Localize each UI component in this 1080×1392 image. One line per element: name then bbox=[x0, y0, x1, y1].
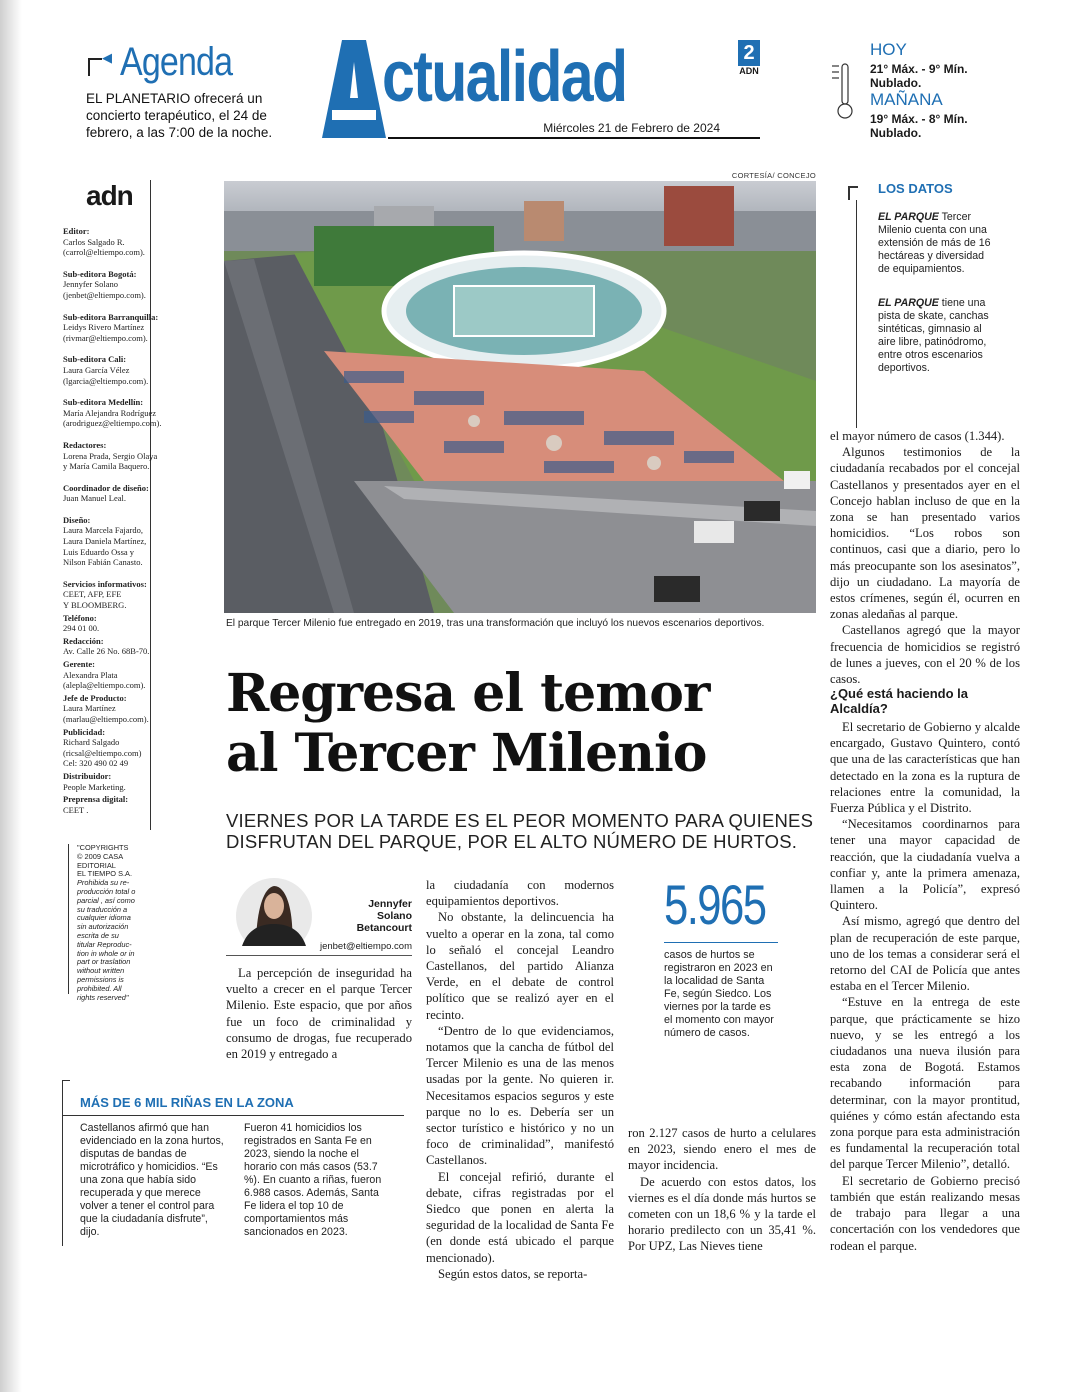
copyright-line: cualquier idioma bbox=[77, 913, 131, 923]
masthead-line: Y BLOOMBERG. bbox=[63, 600, 127, 611]
masthead-line: Lorena Prada, Sergio Olaya bbox=[63, 450, 158, 461]
masthead-role: Coordinador de diseño: bbox=[63, 482, 149, 493]
author-rule bbox=[226, 955, 412, 956]
datos-item: EL PARQUE Tercer Milenio cuenta con una extensión de más de 16 hectáreas y diversidad de equipamientos. bbox=[878, 211, 991, 275]
section-logo-word: ctualidad bbox=[382, 37, 627, 117]
rinas-rule bbox=[62, 1115, 404, 1116]
paragraph: Así mismo, agregó que dentro del plan de recuperación de este parque, uno de los temas a considerar será el retorno del CAI de Policía que antes estaba en el Tercer Milenio. bbox=[830, 914, 1020, 994]
copyright-line: part or traslation bbox=[77, 957, 131, 967]
masthead-role: Publicidad: bbox=[63, 726, 106, 737]
date-line: Miércoles 21 de Febrero de 2024 bbox=[543, 121, 720, 135]
agenda-bracket bbox=[88, 58, 102, 76]
masthead-entry bbox=[63, 579, 183, 611]
masthead-line: Juan Manuel Leal. bbox=[63, 493, 127, 504]
agenda-text: EL PLANETARIO ofrecerá un concierto terapéutico, el 24 de febrero, a las 7:00 de la noche. bbox=[86, 91, 273, 140]
masthead-role: Gerente: bbox=[63, 659, 95, 669]
masthead-entry bbox=[63, 312, 183, 344]
paragraph: El secretario de Gobierno precisó también que están realizando mesas de trabajo para llegar a una concertación con los vendedores que rodean el parque. bbox=[830, 1173, 1020, 1253]
copyright-line: producción total o bbox=[77, 886, 136, 896]
page-gutter-shadow bbox=[0, 0, 22, 1392]
masthead-line: Laura García Vélez bbox=[63, 364, 130, 375]
rinas-text: Castellanos afirmó que han evidenciado en la zona hurtos, disputas de bandas de microtráfico y homicidios. “Es una zona que había sido recuperada y que merece volver a tener el control para que la ciudadanía disfrute”, dijo. bbox=[80, 1122, 224, 1238]
paragraph: La percepción de inseguridad ha vuelto a crecer en el parque Tercer Milenio. Este espacio, que por años fue un foco de criminalidad y consumo de drogas, fue recuperado en 2019 y entregado a bbox=[226, 966, 412, 1062]
paragraph: El concejal refirió, durante el debate, cifras registradas por el Siedco que ponen en alerta la seguridad de la localidad de Santa Fe (en donde está ubicado el parque mencionado). bbox=[426, 1169, 614, 1265]
masthead-line: (arodriguez@eltiempo.com). bbox=[63, 418, 162, 429]
masthead-line: (lgarcia@eltiempo.com). bbox=[63, 375, 149, 386]
park-aerial-photo bbox=[224, 181, 816, 613]
copyright-line: parcial , así como bbox=[77, 895, 135, 905]
masthead-entry bbox=[63, 483, 183, 504]
rinas-text: Fueron 41 homicidios los registrados en Santa Fe en 2023, siendo la noche el horario con más casos (53.7 %). En cuanto a riñas, fueron 6.988 casos. Además, Santa Fe lidera el top 10 de comportamientos más sancionados en 2023. bbox=[244, 1122, 382, 1238]
masthead-entry bbox=[63, 771, 183, 792]
paragraph: Algunos testimonios de la ciudadanía recabados por el concejal Castellanos y presentados ayer en el Concejo hablan incluso de que en la zona se han presentado varios homicidios. “Los robos son continuos, casi que a diario, pero lo más preocupante son los asesinatos”, dijo un ciudadano. La mayoría de estos crímenes, según él, ocurren en zonas aledañas al parque. bbox=[830, 445, 1020, 622]
paragraph: la ciudadanía con modernos equipamientos deportivos. bbox=[426, 878, 614, 909]
subhead: ¿Qué está haciendo la Alcaldía? bbox=[830, 686, 968, 716]
weather-today-state: Nublado. bbox=[870, 76, 922, 90]
masthead-entry bbox=[63, 727, 183, 769]
page-brand: ADN bbox=[739, 66, 759, 76]
datos-title: LOS DATOS bbox=[878, 181, 953, 196]
copyright-line: Prohibida su re- bbox=[77, 878, 130, 888]
masthead-entry bbox=[63, 693, 183, 725]
copyright-line: © 2009 CASA bbox=[77, 851, 124, 861]
masthead-entry bbox=[63, 613, 183, 634]
copyright-line: titular Reproduc- bbox=[77, 939, 132, 949]
masthead-role: Jefe de Producto: bbox=[63, 692, 127, 703]
masthead-line: María Alejandra Rodríguez bbox=[63, 407, 156, 418]
masthead-entry bbox=[63, 440, 183, 472]
masthead-line: Carlos Salgado R. bbox=[63, 236, 125, 247]
masthead-entry bbox=[63, 269, 183, 301]
photo-caption: El parque Tercer Milenio fue entregado en 2019, tras una transformación que incluyó los nuevos escenarios deportivos. bbox=[226, 618, 765, 629]
datos-rule bbox=[856, 200, 857, 428]
masthead-line: (ricsal@eltiempo.com) bbox=[63, 747, 142, 758]
copyright-line: tion in whole or in bbox=[77, 948, 135, 958]
masthead-line: (jenbet@eltiempo.com). bbox=[63, 289, 146, 300]
deck: VIERNES POR LA TARDE ES EL PEOR MOMENTO PARA QUIENES DISFRUTAN DEL PARQUE, POR EL ALTO NÚMERO DE HURTOS. bbox=[226, 810, 814, 852]
stat-rule bbox=[664, 942, 778, 943]
masthead-entry bbox=[63, 226, 183, 258]
stat-number: 5.965 bbox=[664, 873, 766, 936]
copyright-line: sin autorización bbox=[77, 922, 129, 932]
agenda-title: Agenda bbox=[120, 40, 233, 84]
weather-today-label: HOY bbox=[870, 40, 907, 59]
masthead-entry bbox=[63, 354, 183, 386]
masthead-entry bbox=[63, 636, 183, 657]
copyright-line: EL TIEMPO S.A. bbox=[77, 869, 133, 879]
masthead-role: Sub-editora Cali: bbox=[63, 354, 127, 365]
paragraph: ron 2.127 casos de hurto a celulares en 2023, siendo enero el mes de mayor incidencia. bbox=[628, 1126, 816, 1173]
article-column-1 bbox=[226, 965, 412, 1062]
masthead-line: Alexandra Plata bbox=[63, 669, 118, 680]
masthead-line: CEET . bbox=[63, 804, 89, 815]
masthead-role: Sub-editora Bogotá: bbox=[63, 268, 137, 279]
copyright-line: rights reserved" bbox=[77, 992, 129, 1002]
photo-credit: CORTESÍA/ CONCEJO bbox=[731, 171, 816, 180]
masthead-line: Luis Eduardo Ossa y bbox=[63, 546, 135, 557]
paragraph: el mayor número de casos (1.344). bbox=[830, 429, 1005, 443]
rinas-bracket bbox=[62, 1080, 70, 1246]
masthead-role: Redacción: bbox=[63, 635, 104, 646]
copyright-line: escrita de su bbox=[77, 930, 119, 940]
masthead-role: Preprensa digital: bbox=[63, 794, 129, 805]
copyright-line: "COPYRIGHTS bbox=[77, 843, 129, 852]
headline-line: Regresa el temor bbox=[226, 663, 710, 724]
stat-text: casos de hurtos se registraron en 2023 en la localidad de Santa Fe, según Siedco. Los viernes por la tarde es el momento con mayor número de casos. bbox=[664, 949, 774, 1039]
masthead-line: Jennyfer Solano bbox=[63, 279, 119, 290]
paragraph: “Dentro de lo que evidenciamos, notamos que la cancha de fútbol del Tercer Milenio es una de las menos usadas por la gente. No quieren ir. Necesitamos espacios seguros y este parque no lo es. Debería ser un sector turístico e histórico y no un foco de criminalidad”, manifestó Castellanos. bbox=[426, 1023, 614, 1168]
copyright-notice bbox=[68, 843, 146, 1002]
section-logo-a-icon bbox=[322, 40, 386, 138]
copyright-line: prohibited. All bbox=[77, 983, 122, 993]
masthead-entry bbox=[63, 794, 183, 815]
masthead-line: CEET, AFP, EFE bbox=[63, 589, 122, 600]
masthead-role: Sub-editora Barranquilla: bbox=[63, 311, 159, 322]
masthead-line: Leidys Rivero Martínez bbox=[63, 322, 145, 333]
thermometer-icon bbox=[830, 62, 854, 122]
paragraph: “Necesitamos coordinarnos para tener una mayor capacidad de reacción, que la ciudadanía vuelva a confiar y, ante la primera amenaza, llamen a la Policía”, expresó Quintero. bbox=[830, 817, 1020, 913]
masthead-entry bbox=[63, 397, 183, 429]
headline bbox=[226, 664, 806, 784]
copyright-line: EDITORIAL bbox=[77, 860, 116, 870]
masthead-role: Distribuidor: bbox=[63, 770, 112, 781]
paragraph: De acuerdo con estos datos, los viernes es el día donde más hurtos se cometen con un 18,6 % y la tarde el horario predilecto con un 35,41 %. Por UPZ, Las Nieves tiene bbox=[628, 1174, 816, 1254]
masthead-entry bbox=[63, 515, 183, 568]
masthead-line: Nilson Fabián Canasto. bbox=[63, 557, 143, 568]
masthead-role: Sub-editora Medellín: bbox=[63, 397, 144, 408]
copyright-line: su traducción a bbox=[77, 904, 128, 914]
paragraph: “Estuve en la entrega de este parque, que prácticamente se hizo nuevo, y se les entregó a los ciudadanos una nueva ilusión para esta zona de Bogotá. Estamos recabando información para determinar, con la mayor prontitud, quiénes y cómo están afectando esta zona porque para esta administración es fundamental la recuperación total del parque Tercer Milenio”, detalló. bbox=[830, 995, 1020, 1172]
headline-line: al Tercer Milenio bbox=[226, 723, 707, 784]
datos-item: EL PARQUE tiene una pista de skate, canchas sintéticas, gimnasio al aire libre, patinódromo, entre otros escenarios deportivos. bbox=[878, 297, 989, 374]
masthead-line: Laura Daniela Martínez, bbox=[63, 536, 147, 547]
masthead-line: Richard Salgado bbox=[63, 737, 120, 748]
masthead-line: People Marketing. bbox=[63, 781, 126, 792]
paragraph: El secretario de Gobierno y alcalde encargado, Gustavo Quintero, contó que una de las características que han detectado en la zona es la ruptura de relaciones entre la comunidad, la Fuerza Pública y el Distrito. bbox=[830, 720, 1020, 816]
adn-logo: adn bbox=[86, 180, 133, 211]
masthead-role: Diseño: bbox=[63, 514, 91, 525]
masthead-role: Servicios informativos: bbox=[63, 578, 147, 589]
copyright-line: permissions is bbox=[77, 974, 124, 984]
article-column-2 bbox=[426, 877, 614, 1282]
masthead-line: Cel: 320 490 02 49 bbox=[63, 758, 129, 769]
article-column-4 bbox=[830, 428, 1020, 687]
datos-bracket bbox=[848, 186, 858, 200]
weather-tomorrow-state: Nublado. bbox=[870, 126, 922, 140]
author-email[interactable]: jenbet@eltiempo.com bbox=[319, 941, 412, 952]
masthead-role: Editor: bbox=[63, 226, 90, 236]
masthead-line: Laura Marcela Fajardo, bbox=[63, 525, 143, 536]
masthead-line: y María Camila Baquero. bbox=[63, 461, 150, 472]
agenda-arrow-icon: ◀ bbox=[102, 50, 112, 65]
article-column-4b bbox=[830, 719, 1020, 1254]
paragraph: Castellanos agregó que la mayor frecuencia de homicidios se registró de lunes a jueves, con el 20 % de los casos. bbox=[830, 623, 1020, 687]
header-rule bbox=[388, 137, 760, 139]
masthead-line: (carrol@eltiempo.com). bbox=[63, 247, 145, 258]
author-avatar bbox=[226, 876, 322, 946]
article-column-3 bbox=[628, 1125, 816, 1255]
masthead-line: Av. Calle 26 No. 68B-70. bbox=[63, 646, 150, 657]
masthead-credits bbox=[63, 226, 183, 817]
copyright-line: without written bbox=[77, 966, 125, 976]
paragraph: No obstante, la delincuencia ha vuelto a operar en la zona, tal como lo señaló el concejal Leandro Castellanos, del partido Alianza Verde, en el debate de control político que se realizó ayer en el recinto. bbox=[426, 910, 614, 1022]
page-number: 2 bbox=[738, 40, 760, 66]
rinas-title: MÁS DE 6 MIL RIÑAS EN LA ZONA bbox=[80, 1095, 294, 1110]
masthead-line: Laura Martínez bbox=[63, 703, 116, 714]
masthead-entry bbox=[63, 659, 183, 691]
weather-tomorrow-label: MAÑANA bbox=[870, 90, 943, 109]
masthead-line: (alepla@eltiempo.com). bbox=[63, 680, 146, 691]
paragraph: Según estos datos, se reporta- bbox=[438, 1266, 588, 1281]
masthead-line: (rivmar@eltiempo.com). bbox=[63, 332, 148, 343]
masthead-role: Redactores: bbox=[63, 439, 107, 450]
weather-tomorrow-temp: 19° Máx. - 8° Mín. bbox=[870, 112, 968, 126]
masthead-line: 294 01 00. bbox=[63, 623, 100, 634]
masthead-role: Teléfono: bbox=[63, 612, 97, 623]
masthead-line: (marlau@eltiempo.com). bbox=[63, 713, 149, 724]
weather-today-temp: 21° Máx. - 9° Mín. bbox=[870, 62, 968, 76]
author-name: Jennyfer Solano Betancourt bbox=[356, 898, 412, 934]
